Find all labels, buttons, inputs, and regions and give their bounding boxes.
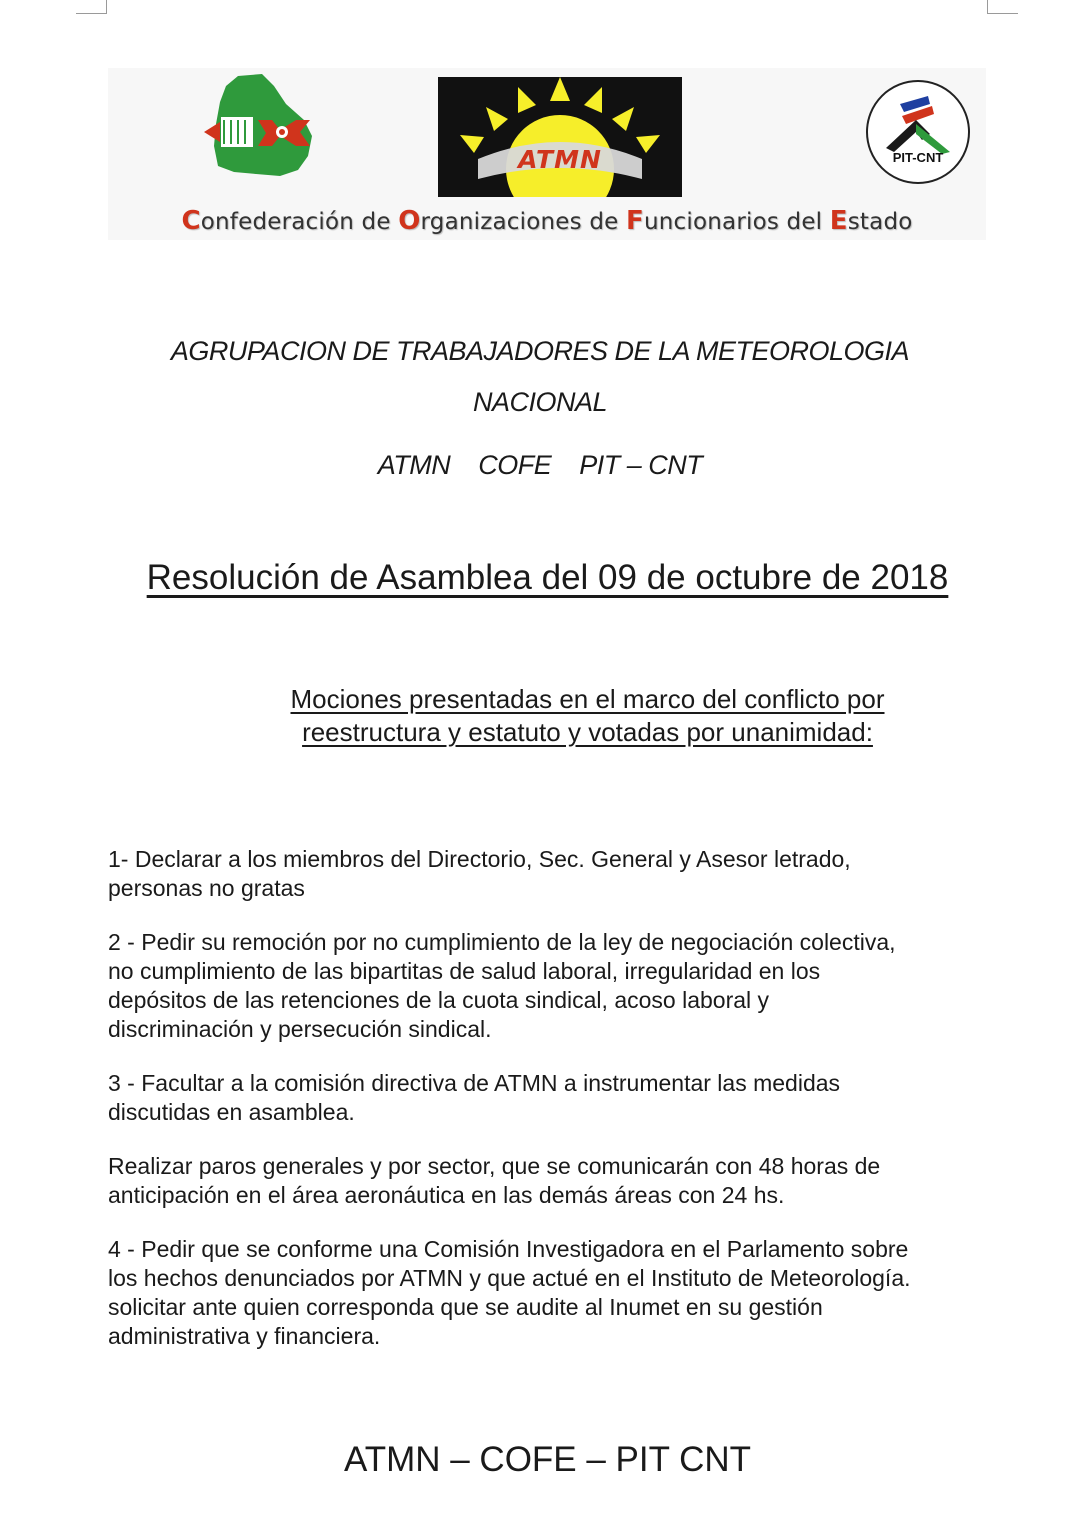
- caption-text: onfederación de: [200, 209, 399, 235]
- caption-initial: O: [398, 206, 421, 236]
- motion-paragraph: [108, 1069, 988, 1127]
- paragraph-line: 1- Declarar a los miembros del Directorio, Sec. General y Asesor letrado,: [108, 846, 851, 872]
- sun-icon: [438, 77, 682, 197]
- paragraph-line: administrativa y financiera.: [108, 1323, 381, 1349]
- motion-paragraph: [108, 1152, 988, 1210]
- page-corner-mark: [987, 0, 1018, 14]
- subtitle-line: Mociones presentadas en el marco del conflicto por: [290, 684, 885, 714]
- paragraph-line: personas no gratas: [108, 875, 305, 901]
- paragraph-line: discriminación y persecución sindical.: [108, 1016, 492, 1042]
- paragraph-line: no cumplimiento de las bipartitas de salud laboral, irregularidad en los: [108, 958, 821, 984]
- atmn-logo-text: ATMN: [518, 145, 602, 174]
- caption-text: rganizaciones de: [420, 209, 627, 235]
- organization-affiliations: [0, 450, 1080, 481]
- resolution-body: [108, 845, 988, 1376]
- paragraph-line: los hechos denunciados por ATMN y que actué en el Instituto de Meteorología.: [108, 1265, 911, 1291]
- motion-paragraph: [108, 928, 988, 1044]
- caption-initial: E: [829, 206, 848, 236]
- paragraph-line: 3 - Facultar a la comisión directiva de ATMN a instrumentar las medidas: [108, 1070, 841, 1096]
- motion-paragraph: [108, 1235, 988, 1351]
- paragraph-line: 4 - Pedir que se conforme una Comisión Investigadora en el Parlamento sobre: [108, 1236, 909, 1262]
- paragraph-line: discutidas en asamblea.: [108, 1099, 355, 1125]
- caption-initial: F: [626, 206, 644, 236]
- atmn-logo: [438, 77, 682, 197]
- organization-name-line2: NACIONAL: [472, 387, 608, 417]
- pit-cnt-logo-text: PIT-CNT: [892, 150, 944, 165]
- organization-name-line1: AGRUPACION DE TRABAJADORES DE LA METEOROLOGIA: [170, 336, 910, 366]
- document-title: Resolución de Asamblea del 09 de octubre de 2018: [146, 558, 949, 597]
- document-subtitle: [225, 683, 950, 749]
- banner-caption: [108, 206, 986, 236]
- header-banner: [108, 68, 986, 240]
- uruguay-map-logo: [200, 70, 320, 182]
- page-corner-mark: [76, 0, 107, 14]
- caption-text: stado: [847, 209, 913, 235]
- paragraph-line: anticipación en el área aeronáutica en las demás áreas con 24 hs.: [108, 1182, 785, 1208]
- org-pit-cnt: PIT – CNT: [579, 450, 703, 480]
- paragraph-line: solicitar ante quien corresponda que se audite al Inumet en su gestión: [108, 1294, 823, 1320]
- document-footer: ATMN – COFE – PIT CNT: [343, 1440, 752, 1479]
- paragraph-line: 2 - Pedir su remoción por no cumplimiento de la ley de negociación colectiva,: [108, 929, 896, 955]
- paragraph-line: depósitos de las retenciones de la cuota sindical, acoso laboral y: [108, 987, 770, 1013]
- subtitle-line: reestructura y estatuto y votadas por unanimidad:: [302, 717, 873, 747]
- pit-cnt-logo: [866, 80, 970, 184]
- caption-text: uncionarios del: [643, 209, 830, 235]
- org-cofe: COFE: [478, 450, 552, 480]
- caption-initial: C: [181, 206, 201, 236]
- org-atmn: ATMN: [377, 450, 451, 480]
- motion-paragraph: [108, 845, 988, 903]
- pit-cnt-emblem-icon: [868, 82, 968, 182]
- paragraph-line: Realizar paros generales y por sector, que se comunicarán con 48 horas de: [108, 1153, 881, 1179]
